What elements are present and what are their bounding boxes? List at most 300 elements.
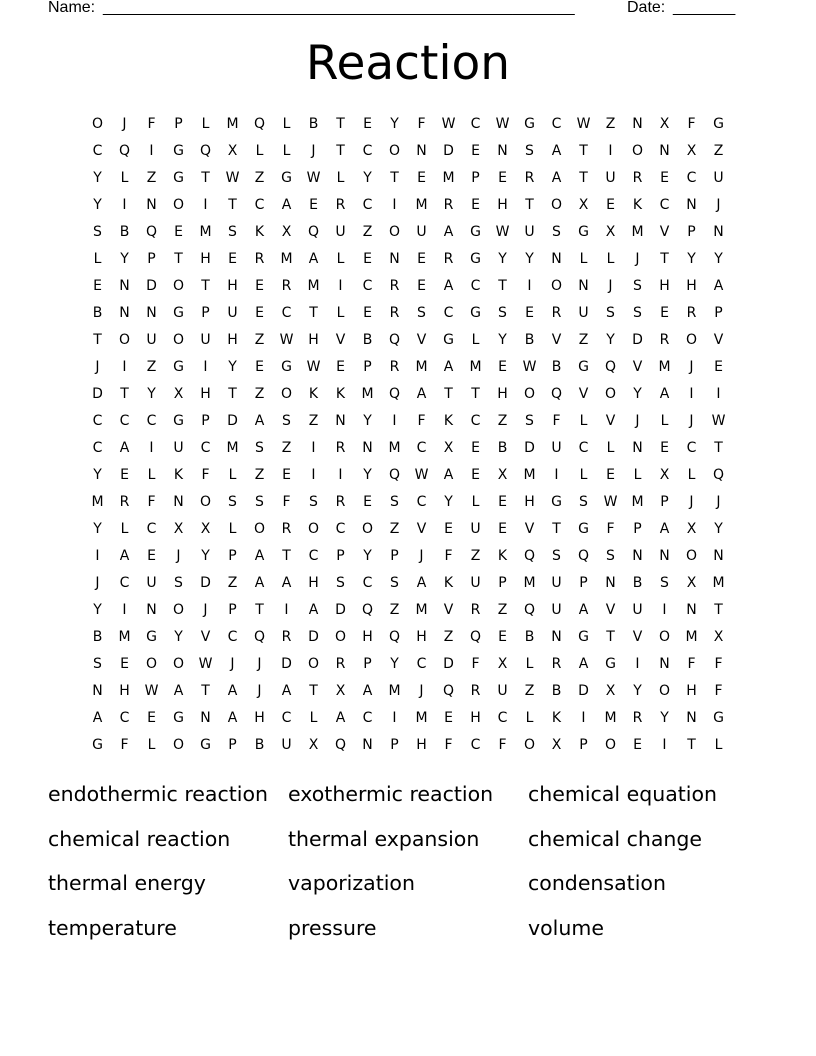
grid-letter: T (714, 440, 723, 456)
grid-letter: K (308, 386, 319, 402)
grid-letter: Q (523, 602, 536, 618)
grid-letter: Q (550, 386, 563, 402)
grid-letter: E (363, 251, 372, 267)
grid-letter: N (362, 440, 373, 456)
grid-letter: G (443, 332, 454, 348)
word-bank-item: exothermic reaction (288, 782, 494, 806)
grid-letter: Y (363, 413, 372, 429)
grid-letter: R (443, 197, 454, 213)
grid-letter: C (470, 278, 481, 294)
grid-letter: N (335, 413, 346, 429)
grid-letter: C (470, 116, 481, 132)
page-title: Reaction (305, 36, 511, 91)
grid-letter: B (551, 683, 562, 699)
grid-letter: P (228, 737, 237, 753)
grid-letter: G (281, 359, 292, 375)
grid-letter: G (551, 494, 562, 510)
grid-letter: P (147, 251, 156, 267)
grid-letter: L (579, 467, 588, 483)
grid-letter: C (416, 494, 427, 510)
grid-letter: D (308, 629, 319, 645)
grid-letter: O (658, 683, 671, 699)
grid-letter: F (417, 116, 426, 132)
grid-letter: C (470, 737, 481, 753)
grid-letter: N (578, 278, 589, 294)
grid-letter: F (498, 737, 507, 753)
grid-letter: O (550, 197, 563, 213)
grid-letter: D (524, 440, 535, 456)
grid-letter: A (443, 467, 454, 483)
grid-letter: A (416, 386, 427, 402)
grid-letter: D (200, 575, 211, 591)
grid-letter: E (471, 440, 480, 456)
grid-letter: E (498, 359, 507, 375)
grid-letter: Z (713, 143, 724, 159)
grid-letter: E (633, 737, 642, 753)
grid-row (84, 354, 732, 381)
grid-letter: E (606, 197, 615, 213)
grid-letter: W (306, 359, 321, 375)
grid-letter: E (255, 359, 264, 375)
grid-letter: F (552, 413, 561, 429)
grid-letter: J (689, 494, 694, 510)
grid-letter: O (172, 602, 185, 618)
grid-letter: X (173, 386, 184, 402)
grid-letter: M (415, 197, 428, 213)
grid-letter: X (497, 656, 508, 672)
grid-row (84, 489, 732, 516)
grid-letter: S (633, 278, 642, 294)
grid-letter: C (443, 305, 454, 321)
grid-letter: E (498, 494, 507, 510)
grid-letter: G (524, 116, 535, 132)
grid-letter: Z (254, 170, 265, 186)
grid-letter: X (713, 629, 724, 645)
grid-letter: T (201, 278, 210, 294)
grid-letter: E (714, 359, 723, 375)
grid-letter: V (416, 521, 427, 537)
grid-letter: G (173, 710, 184, 726)
grid-letter: O (145, 656, 158, 672)
grid-letter: C (254, 197, 265, 213)
grid-letter: E (336, 359, 345, 375)
grid-letter: S (633, 305, 642, 321)
grid-letter: G (470, 224, 481, 240)
grid-letter: A (254, 575, 265, 591)
grid-letter: V (524, 521, 535, 537)
grid-letter: Q (388, 386, 401, 402)
grid-letter: L (606, 440, 615, 456)
grid-letter: Y (498, 251, 507, 267)
grid-letter: V (632, 629, 643, 645)
grid-letter: A (254, 413, 265, 429)
grid-letter: T (255, 602, 264, 618)
grid-letter: O (523, 386, 536, 402)
grid-letter: I (662, 737, 667, 753)
grid-letter: R (119, 494, 130, 510)
grid-letter: U (605, 170, 616, 186)
grid-letter: T (444, 386, 453, 402)
grid-letter: I (149, 440, 154, 456)
grid-letter: I (338, 278, 343, 294)
grid-letter: T (579, 143, 588, 159)
grid-letter: I (338, 467, 343, 483)
grid-letter: I (203, 359, 208, 375)
grid-letter: L (714, 737, 723, 753)
grid-letter: K (443, 413, 454, 429)
grid-letter: I (527, 278, 532, 294)
grid-letter: V (416, 332, 427, 348)
grid-letter: H (308, 575, 319, 591)
grid-letter: J (311, 143, 316, 159)
grid-letter: R (335, 197, 346, 213)
grid-letter: K (497, 548, 508, 564)
grid-letter: R (254, 251, 265, 267)
grid-letter: Q (523, 548, 536, 564)
grid-letter: O (361, 521, 374, 537)
grid-letter: N (713, 224, 724, 240)
grid-letter: A (173, 683, 184, 699)
grid-letter: N (632, 548, 643, 564)
grid-row (84, 624, 732, 651)
grid-letter: S (255, 494, 264, 510)
grid-letter: N (146, 197, 157, 213)
grid-letter: N (659, 143, 670, 159)
grid-letter: Z (254, 467, 265, 483)
date-blank-line: _______ (673, 0, 736, 16)
grid-row (84, 408, 732, 435)
grid-letter: S (336, 575, 345, 591)
grid-letter: P (336, 548, 345, 564)
grid-letter: G (578, 224, 589, 240)
grid-letter: J (716, 494, 721, 510)
grid-letter: T (471, 386, 480, 402)
grid-letter: H (416, 737, 427, 753)
grid-letter: A (416, 575, 427, 591)
grid-letter: R (632, 710, 643, 726)
grid-letter: E (417, 251, 426, 267)
grid-letter: Z (497, 602, 508, 618)
grid-letter: M (685, 629, 698, 645)
grid-letter: L (228, 521, 237, 537)
word-bank-item: chemical equation (528, 782, 718, 806)
grid-letter: N (119, 305, 130, 321)
grid-letter: N (416, 143, 427, 159)
grid-letter: C (416, 440, 427, 456)
grid-letter: N (686, 710, 697, 726)
grid-row (84, 543, 732, 570)
grid-letter: K (173, 467, 184, 483)
grid-letter: C (92, 413, 103, 429)
grid-letter: Y (201, 548, 210, 564)
grid-letter: C (200, 440, 211, 456)
grid-letter: U (470, 575, 481, 591)
grid-letter: R (470, 683, 481, 699)
grid-letter: L (579, 413, 588, 429)
grid-letter: I (608, 143, 613, 159)
grid-letter: W (279, 332, 294, 348)
grid-letter: L (606, 251, 615, 267)
grid-letter: I (662, 602, 667, 618)
grid-letter: N (119, 278, 130, 294)
grid-letter: E (417, 170, 426, 186)
grid-letter: O (280, 386, 293, 402)
grid-letter: W (495, 224, 510, 240)
grid-letter: G (173, 413, 184, 429)
grid-letter: C (686, 440, 697, 456)
grid-letter: O (253, 521, 266, 537)
date-label: Date: (627, 0, 666, 16)
grid-letter: X (335, 683, 346, 699)
grid-letter: G (173, 359, 184, 375)
grid-letter: Z (362, 224, 373, 240)
grid-letter: Q (334, 737, 347, 753)
grid-letter: F (417, 413, 426, 429)
grid-letter: J (635, 251, 640, 267)
grid-letter: C (362, 197, 373, 213)
grid-letter: X (659, 467, 670, 483)
grid-letter: G (200, 737, 211, 753)
grid-letter: D (281, 656, 292, 672)
grid-letter: Q (253, 116, 266, 132)
grid-letter: E (606, 467, 615, 483)
grid-letter: T (714, 602, 723, 618)
grid-row (84, 219, 732, 246)
grid-letter: J (95, 575, 100, 591)
word-bank-item: thermal energy (48, 871, 206, 896)
grid-letter: Y (633, 683, 642, 699)
grid-letter: N (362, 737, 373, 753)
grid-letter: P (228, 602, 237, 618)
grid-letter: S (606, 305, 615, 321)
grid-letter: J (122, 116, 127, 132)
grid-letter: L (336, 305, 345, 321)
grid-letter: X (308, 737, 319, 753)
grid-letter: Y (660, 710, 669, 726)
grid-letter: C (308, 548, 319, 564)
grid-letter: T (336, 143, 345, 159)
grid-letter: C (119, 413, 130, 429)
grid-letter: D (443, 143, 454, 159)
grid-letter: F (120, 737, 129, 753)
grid-letter: F (147, 116, 156, 132)
grid-letter: S (660, 575, 669, 591)
grid-letter: W (603, 494, 618, 510)
grid-letter: I (203, 197, 208, 213)
grid-letter: O (388, 143, 401, 159)
grid-letter: X (659, 116, 670, 132)
grid-letter: F (606, 521, 615, 537)
grid-letter: S (417, 305, 426, 321)
grid-letter: L (309, 710, 318, 726)
grid-letter: B (92, 629, 103, 645)
grid-letter: Z (146, 170, 157, 186)
grid-letter: G (173, 143, 184, 159)
grid-letter: M (415, 602, 428, 618)
grid-letter: T (687, 737, 696, 753)
grid-letter: L (525, 710, 534, 726)
grid-letter: F (714, 656, 723, 672)
grid-letter: A (362, 683, 373, 699)
grid-letter: A (119, 440, 130, 456)
grid-letter: U (146, 332, 157, 348)
grid-letter: H (497, 386, 508, 402)
grid-letter: C (146, 413, 157, 429)
grid-letter: Z (146, 359, 157, 375)
word-search-grid (84, 111, 732, 759)
grid-letter: O (631, 143, 644, 159)
grid-letter: A (551, 170, 562, 186)
grid-letter: B (497, 440, 508, 456)
grid-letter: E (498, 170, 507, 186)
grid-letter: O (118, 332, 131, 348)
grid-row (84, 381, 732, 408)
word-bank-item: thermal expansion (288, 826, 480, 851)
word-bank-item: pressure (288, 916, 377, 941)
grid-letter: B (632, 575, 643, 591)
grid-letter: I (554, 467, 559, 483)
grid-letter: Y (714, 521, 723, 537)
grid-letter: V (605, 413, 616, 429)
grid-letter: T (552, 521, 561, 537)
grid-letter: Y (363, 170, 372, 186)
grid-letter: R (389, 359, 400, 375)
grid-letter: C (362, 575, 373, 591)
grid-letter: U (146, 575, 157, 591)
grid-letter: E (444, 521, 453, 537)
grid-letter: O (172, 197, 185, 213)
grid-letter: S (282, 413, 291, 429)
grid-letter: I (122, 602, 127, 618)
grid-letter: Q (388, 629, 401, 645)
grid-letter: S (228, 224, 237, 240)
grid-letter: V (578, 386, 589, 402)
grid-letter: C (362, 278, 373, 294)
grid-letter: I (635, 656, 640, 672)
grid-letter: R (551, 305, 562, 321)
grid-letter: D (578, 683, 589, 699)
grid-letter: O (685, 548, 698, 564)
grid-letter: N (200, 710, 211, 726)
grid-letter: T (498, 278, 507, 294)
grid-letter: J (230, 656, 235, 672)
grid-letter: I (311, 440, 316, 456)
grid-letter: Y (633, 386, 642, 402)
grid-letter: A (281, 683, 292, 699)
grid-letter: K (632, 197, 643, 213)
grid-letter: G (146, 629, 157, 645)
grid-letter: I (392, 710, 397, 726)
grid-letter: A (92, 710, 103, 726)
grid-letter: A (551, 143, 562, 159)
grid-letter: J (419, 548, 424, 564)
grid-letter: E (363, 116, 372, 132)
grid-letter: X (605, 224, 616, 240)
grid-letter: Q (199, 143, 212, 159)
grid-letter: X (551, 737, 562, 753)
grid-letter: I (122, 359, 127, 375)
grid-letter: N (551, 629, 562, 645)
grid-letter: L (282, 143, 291, 159)
grid-letter: T (120, 386, 129, 402)
grid-letter: G (173, 170, 184, 186)
grid-letter: F (687, 116, 696, 132)
grid-letter: C (686, 170, 697, 186)
grid-row (84, 597, 732, 624)
grid-letter: F (147, 494, 156, 510)
grid-letter: D (632, 332, 643, 348)
grid-letter: A (281, 575, 292, 591)
grid-row (84, 462, 732, 489)
grid-letter: P (579, 575, 588, 591)
grid-letter: W (576, 116, 591, 132)
grid-letter: N (497, 143, 508, 159)
grid-letter: Z (497, 413, 508, 429)
grid-letter: H (362, 629, 373, 645)
grid-letter: W (441, 116, 456, 132)
grid-letter: N (146, 305, 157, 321)
grid-letter: P (363, 656, 372, 672)
grid-letter: E (147, 710, 156, 726)
grid-letter: H (497, 197, 508, 213)
grid-letter: U (416, 224, 427, 240)
grid-letter: P (687, 224, 696, 240)
grid-letter: L (336, 251, 345, 267)
grid-letter: L (147, 737, 156, 753)
grid-letter: C (146, 521, 157, 537)
grid-letter: N (632, 116, 643, 132)
grid-letter: H (686, 683, 697, 699)
grid-letter: Q (253, 629, 266, 645)
grid-letter: X (578, 197, 589, 213)
grid-letter: U (524, 224, 535, 240)
grid-letter: J (95, 359, 100, 375)
grid-letter: X (686, 143, 697, 159)
grid-letter: D (146, 278, 157, 294)
grid-letter: B (119, 224, 130, 240)
grid-letter: M (361, 386, 374, 402)
grid-letter: A (713, 278, 724, 294)
grid-letter: H (119, 683, 130, 699)
grid-letter: G (713, 116, 724, 132)
grid-letter: T (201, 683, 210, 699)
grid-letter: N (389, 251, 400, 267)
grid-letter: S (525, 413, 534, 429)
grid-letter: Z (308, 413, 319, 429)
grid-letter: E (120, 656, 129, 672)
grid-letter: N (92, 683, 103, 699)
grid-letter: V (713, 332, 724, 348)
grid-letter: E (282, 467, 291, 483)
grid-letter: T (579, 170, 588, 186)
grid-row (84, 138, 732, 165)
grid-letter: O (334, 629, 347, 645)
grid-letter: G (92, 737, 103, 753)
grid-letter: I (122, 197, 127, 213)
grid-letter: L (120, 521, 129, 537)
grid-letter: Z (389, 602, 400, 618)
grid-letter: E (471, 197, 480, 213)
grid-letter: E (120, 467, 129, 483)
grid-row (84, 435, 732, 462)
grid-letter: R (686, 305, 697, 321)
grid-letter: E (363, 494, 372, 510)
grid-letter: I (149, 143, 154, 159)
grid-letter: R (524, 170, 535, 186)
grid-letter: U (578, 305, 589, 321)
grid-letter: P (660, 494, 669, 510)
grid-letter: N (686, 602, 697, 618)
